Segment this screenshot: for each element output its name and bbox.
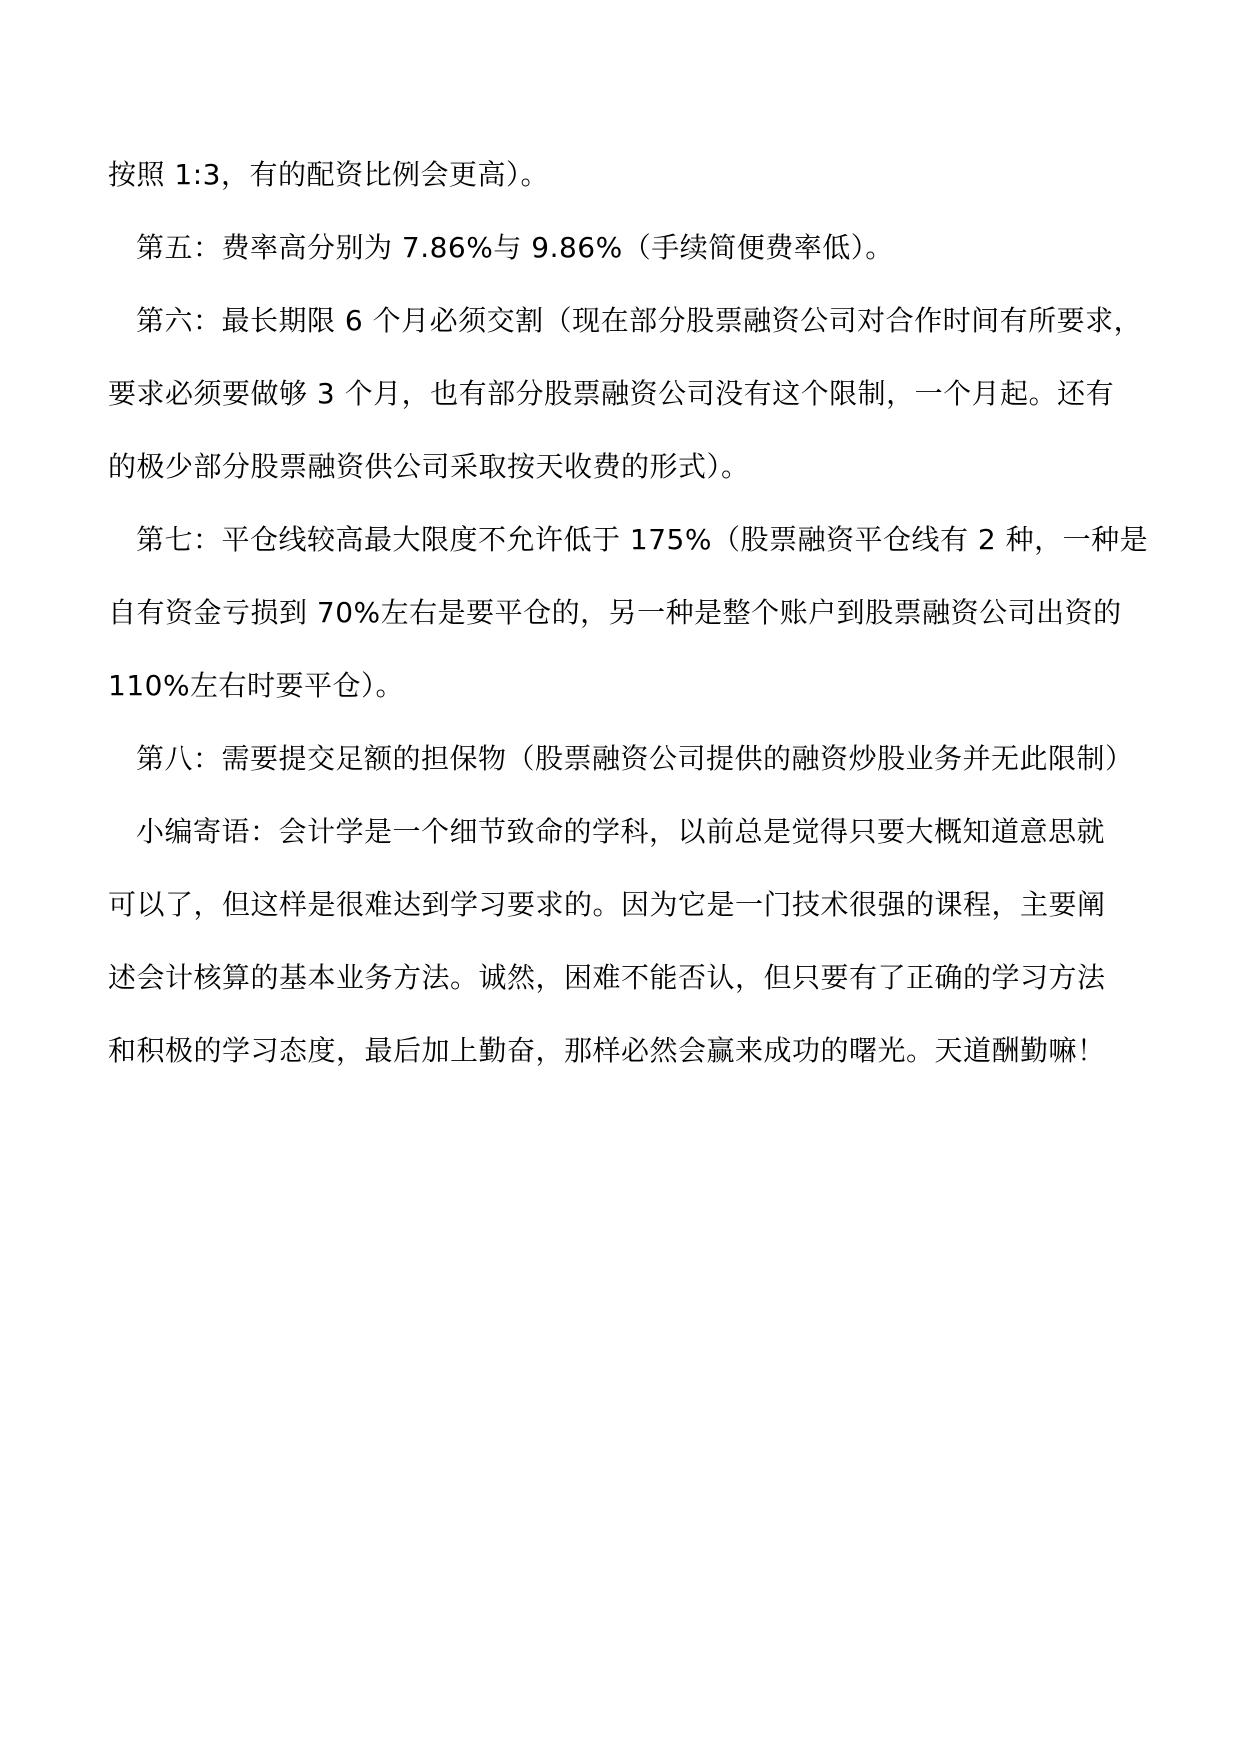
text-line: 自有资金亏损到 70%左右是要平仓的，另一种是整个账户到股票融资公司出资的 [108, 596, 1122, 629]
text-line: 第八：需要提交足额的担保物（股票融资公司提供的融资炒股业务并无此限制） [136, 742, 1134, 775]
text-line: 的极少部分股票融资供公司采取按天收费的形式）。 [108, 450, 750, 483]
text-line: 110%左右时要平仓）。 [108, 669, 405, 702]
text-line: 述会计核算的基本业务方法。诚然，困难不能否认，但只要有了正确的学习方法 [108, 961, 1106, 994]
text-line: 可以了，但这样是很难达到学习要求的。因为它是一门技术很强的课程，主要阐 [108, 888, 1106, 921]
text-line: 第五：费率高分别为 7.86%与 9.86%（手续简便费率低）。 [136, 231, 894, 264]
text-line: 第七：平仓线较高最大限度不允许低于 175%（股票融资平仓线有 2 种，一种是 [136, 523, 1149, 556]
text-line: 按照 1:3，有的配资比例会更高）。 [108, 158, 549, 191]
text-line: 第六：最长期限 6 个月必须交割（现在部分股票融资公司对合作时间有所要求， [136, 304, 1143, 337]
text-line: 和积极的学习态度，最后加上勤奋，那样必然会赢来成功的曙光。天道酬勤嘛！ [108, 1034, 1106, 1067]
text-line: 要求必须要做够 3 个月，也有部分股票融资公司没有这个限制，一个月起。还有 [108, 377, 1115, 410]
text-line: 小编寄语：会计学是一个细节致命的学科，以前总是觉得只要大概知道意思就 [136, 815, 1106, 848]
